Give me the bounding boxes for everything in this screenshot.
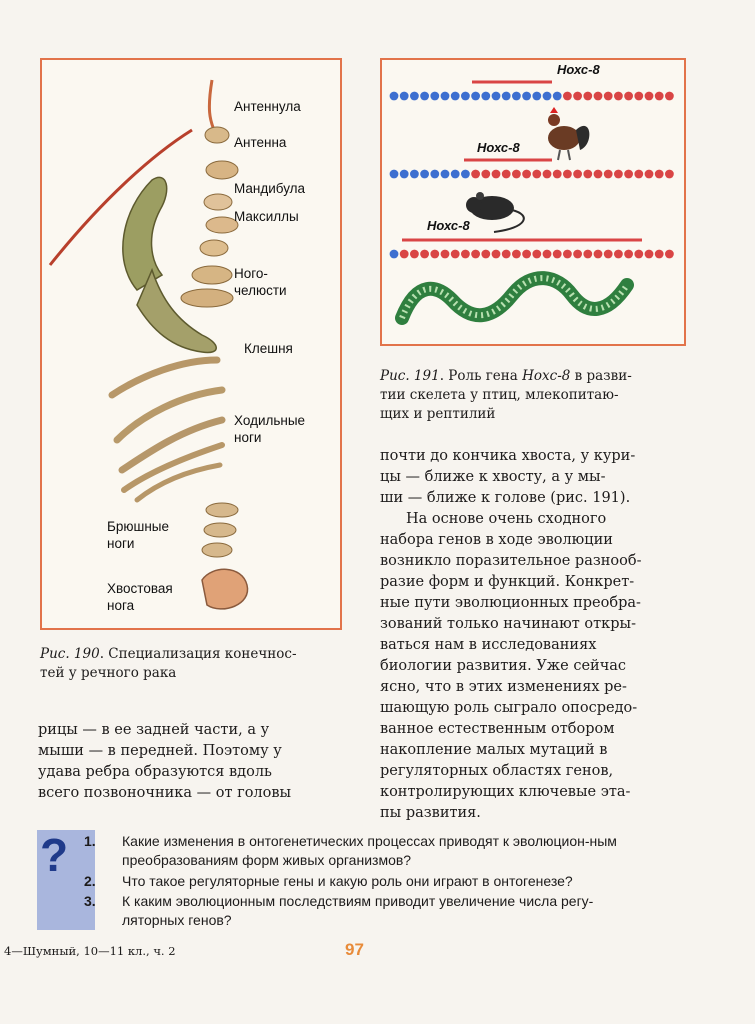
paragraph-line: почти до кончика хвоста, у кури- [380, 448, 636, 464]
figure-191-caption-text-b: в разви- [570, 368, 632, 384]
vertebra-bead [390, 250, 399, 259]
vertebra-bead [563, 92, 572, 101]
vertebra-bead [665, 250, 674, 259]
figure-191-caption-gene: Нохс-8 [522, 368, 571, 384]
vertebra-bead [594, 92, 603, 101]
vertebra-bead [614, 250, 623, 259]
figure-191-caption-line2: тии скелета у птиц, млекопитаю- [380, 387, 619, 403]
vertebra-bead [492, 250, 501, 259]
figure-190-caption-line1: . Специализация конечнос- [99, 646, 297, 662]
vertebra-bead [655, 170, 664, 179]
vertebra-bead [532, 250, 541, 259]
vertebra-bead [420, 92, 429, 101]
vertebra-bead [481, 250, 490, 259]
label-walking-legs-line1: Ходильные [234, 413, 306, 428]
label-claw: Клешня [244, 341, 293, 356]
hox-label-mouse: Нохс-8 [477, 140, 520, 155]
vertebra-bead [634, 92, 643, 101]
paragraph-line: зований только начинают откры- [380, 616, 636, 632]
vertebra-bead [451, 170, 460, 179]
paragraph-line: ясно, что в этих изменениях ре- [380, 679, 627, 695]
vertebra-bead [400, 250, 409, 259]
vertebra-bead [553, 170, 562, 179]
paragraph-line: ные пути эволюционных преобра- [380, 595, 641, 611]
paragraph-line: ваться нам в исследованиях [380, 637, 597, 653]
vertebra-bead [604, 250, 613, 259]
vertebra-bead [645, 92, 654, 101]
vertebra-bead [512, 250, 521, 259]
vertebra-bead [655, 92, 664, 101]
vertebra-bead [512, 92, 521, 101]
paragraph-line: набора генов в ходе эволюции [380, 532, 613, 548]
figure-191-caption-label: Рис. 191 [380, 368, 440, 384]
figure-190-caption [40, 645, 340, 683]
vertebra-bead [624, 250, 633, 259]
paragraph-line: пы развития. [380, 805, 481, 821]
left-column-text [38, 720, 336, 804]
vertebra-bead [665, 170, 674, 179]
question-number: 1. [84, 833, 96, 849]
paragraph-line: ванное естественным отбором [380, 721, 615, 737]
vertebra-bead [441, 250, 450, 259]
vertebra-bead [563, 250, 572, 259]
vertebra-bead [634, 250, 643, 259]
vertebra-bead [441, 92, 450, 101]
vertebra-bead [573, 170, 582, 179]
vertebra-bead [410, 250, 419, 259]
vertebra-bead [512, 170, 521, 179]
label-mandible: Мандибула [234, 181, 306, 196]
vertebra-bead [441, 170, 450, 179]
question-item-2 [84, 872, 664, 892]
vertebra-bead [471, 170, 480, 179]
vertebra-bead [481, 92, 490, 101]
vertebra-bead [451, 250, 460, 259]
vertebra-bead [553, 92, 562, 101]
vertebra-bead [400, 92, 409, 101]
vertebra-bead [420, 170, 429, 179]
crayfish-illustration [42, 60, 340, 628]
vertebra-bead [604, 92, 613, 101]
label-tail-leg-line2: нога [107, 598, 135, 613]
vertebra-bead [563, 170, 572, 179]
vertebra-bead [604, 170, 613, 179]
vertebra-bead [583, 250, 592, 259]
figure-190 [40, 58, 342, 630]
vertebra-bead [594, 170, 603, 179]
figure-190-caption-label: Рис. 190 [40, 646, 100, 662]
vertebra-bead [543, 250, 552, 259]
hox-gene-illustration [382, 60, 684, 344]
vertebra-bead [481, 170, 490, 179]
question-item-3 [84, 892, 664, 932]
label-maxillipeds-line1: Ного- [234, 266, 268, 281]
vertebra-bead [532, 170, 541, 179]
mouse-icon [466, 192, 524, 232]
vertebra-bead [522, 250, 531, 259]
paragraph-line: удава ребра образуются вдоль [38, 764, 272, 780]
question-text: Что такое регуляторные гены и какую роль они играют в онтогенезе? [122, 873, 573, 889]
vertebra-bead [390, 92, 399, 101]
vertebra-bead [614, 170, 623, 179]
vertebra-bead [645, 170, 654, 179]
paragraph-line: всего позвоночника — от головы [38, 785, 292, 801]
vertebra-bead [583, 170, 592, 179]
paragraph-line: ши — ближе к голове (рис. 191). [380, 490, 631, 506]
label-maxillipeds-line2: челюсти [234, 283, 287, 298]
vertebra-bead [410, 170, 419, 179]
question-text: Какие изменения в онтогенетических процессах приводят к эволюцион-ным преобразованиям форм живых организмов? [122, 833, 617, 868]
vertebra-bead [430, 92, 439, 101]
right-column-text [380, 446, 682, 824]
figure-191-caption-line3: щих и рептилий [380, 406, 496, 422]
figure-191-caption-text-a: . Роль гена [439, 368, 523, 384]
vertebra-bead [543, 92, 552, 101]
vertebra-bead [461, 170, 470, 179]
paragraph-line: биологии развития. Уже сейчас [380, 658, 627, 674]
vertebra-bead [655, 250, 664, 259]
vertebra-bead [492, 92, 501, 101]
vertebra-bead [553, 250, 562, 259]
vertebra-bead [614, 92, 623, 101]
vertebra-bead [410, 92, 419, 101]
label-tail-leg-line1: Хвостовая [107, 581, 173, 596]
figure-190-caption-line2: тей у речного рака [40, 665, 177, 681]
vertebra-bead [522, 170, 531, 179]
label-antenna: Антенна [234, 135, 287, 150]
figure-191 [380, 58, 686, 346]
vertebra-bead [573, 92, 582, 101]
vertebra-bead [624, 92, 633, 101]
vertebra-bead [502, 92, 511, 101]
label-maxillae: Максиллы [234, 209, 299, 224]
vertebra-bead [502, 170, 511, 179]
vertebra-bead [665, 92, 674, 101]
vertebra-bead [471, 92, 480, 101]
paragraph-line: разие форм и функций. Конкрет- [380, 574, 635, 590]
label-walking-legs-line2: ноги [234, 430, 262, 445]
question-item-1 [84, 832, 664, 872]
footer-publisher-note: 4—Шумный, 10—11 кл., ч. 2 [4, 944, 176, 958]
vertebra-bead [634, 170, 643, 179]
paragraph-line: На основе очень сходного [406, 511, 607, 527]
vertebra-bead [532, 92, 541, 101]
snake-icon [402, 278, 627, 318]
page-number: 97 [345, 940, 364, 959]
vertebra-bead [430, 170, 439, 179]
paragraph-line: цы — ближе к хвосту, а у мы- [380, 469, 606, 485]
question-number: 3. [84, 893, 96, 909]
vertebra-bead [390, 170, 399, 179]
paragraph-line: контролирующих ключевые эта- [380, 784, 631, 800]
vertebra-bead [471, 250, 480, 259]
vertebra-bead [583, 92, 592, 101]
hox-label-bird: Нохс-8 [557, 62, 600, 77]
vertebra-bead [624, 170, 633, 179]
paragraph-line: возникло поразительное разнооб- [380, 553, 642, 569]
vertebra-bead [645, 250, 654, 259]
vertebra-bead [522, 92, 531, 101]
label-abdominal-legs-line2: ноги [107, 536, 135, 551]
question-text: К каким эволюционным последствиям приводит увеличение числа регу-ляторных генов? [122, 893, 594, 928]
paragraph-line: регуляторных областях генов, [380, 763, 614, 779]
vertebra-bead [420, 250, 429, 259]
vertebra-bead [573, 250, 582, 259]
question-number: 2. [84, 873, 96, 889]
question-mark-icon: ? [40, 829, 69, 881]
vertebra-bead [430, 250, 439, 259]
vertebra-bead [594, 250, 603, 259]
vertebra-bead [502, 250, 511, 259]
label-antennula: Антеннула [234, 99, 301, 114]
paragraph-line: мыши — в передней. Поэтому у [38, 743, 282, 759]
vertebra-bead [461, 92, 470, 101]
vertebra-bead [461, 250, 470, 259]
label-abdominal-legs-line1: Брюшные [107, 519, 169, 534]
paragraph-line: накопление малых мутаций в [380, 742, 608, 758]
vertebra-bead [492, 170, 501, 179]
vertebra-bead [400, 170, 409, 179]
rooster-icon [548, 107, 589, 160]
figure-191-caption [380, 367, 685, 424]
hox-label-snake: Нохс-8 [427, 218, 470, 233]
vertebra-bead [543, 170, 552, 179]
paragraph-line: рицы — в ее задней части, а у [38, 722, 270, 738]
paragraph-line: шающую роль сыграло опосредо- [380, 700, 638, 716]
vertebra-bead [451, 92, 460, 101]
